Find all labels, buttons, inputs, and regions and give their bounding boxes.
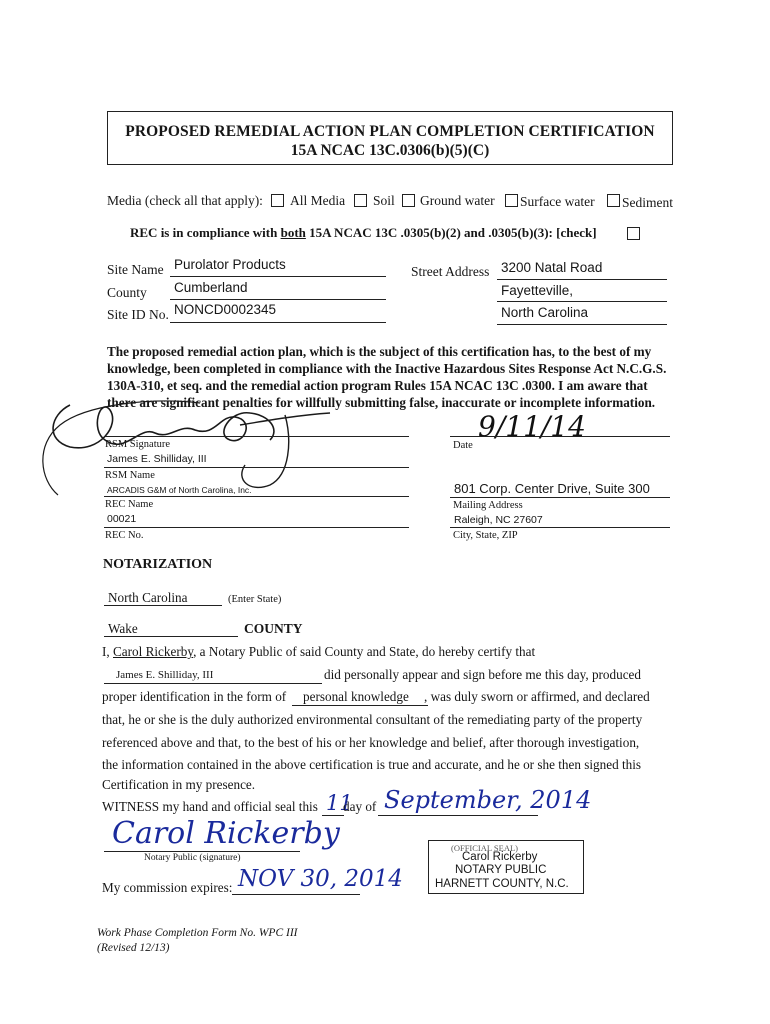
expires-line: [232, 894, 360, 895]
notary-line-6: the information contained in the above certification is true and accurate, and he or she then signed this: [102, 757, 642, 772]
rec-compliance-emph: both: [280, 225, 306, 240]
date-label: Date: [453, 440, 473, 451]
checkbox-all-media[interactable]: [271, 194, 284, 207]
checkbox-surface-water[interactable]: [505, 194, 518, 207]
notary-line-1: [102, 644, 535, 660]
rec-compliance-text: [130, 225, 597, 241]
media-option-surface-water: Surface water: [520, 194, 595, 209]
state-value[interactable]: North Carolina: [501, 305, 589, 320]
notary-seal: [428, 840, 584, 894]
notary-county-line: [104, 636, 238, 637]
media-option-ground-water: Ground water: [420, 193, 495, 208]
mailing-address-value[interactable]: 801 Corp. Center Drive, Suite 300: [454, 481, 650, 496]
site-id-value[interactable]: NONCD0002345: [174, 302, 277, 317]
rec-name-line: [104, 496, 409, 497]
seal-name: Carol Rickerby: [462, 851, 538, 863]
notary-line-3-suffix: , was duly sworn or affirmed, and declared: [424, 689, 650, 704]
witness-month-year[interactable]: September, 2014: [384, 786, 592, 814]
notary-line-1-suffix: , a Notary Public of said County and State, do hereby certify that: [193, 644, 536, 659]
notary-signature-line: [104, 851, 300, 852]
expires-value[interactable]: NOV 30, 2014: [238, 866, 403, 892]
rec-name-value[interactable]: ARCADIS G&M of North Carolina, Inc.: [107, 485, 252, 495]
notary-line-7: Certification in my presence.: [102, 777, 256, 792]
notary-state-label: (Enter State): [228, 594, 282, 605]
statement-line-4: there are significant penalties for willfully submitting false, inaccurate or incomplete information.: [107, 395, 656, 410]
mailing-address-line: [450, 497, 670, 498]
notary-line-2-suffix: did personally appear and sign before me this day, produced: [324, 667, 642, 682]
rsm-signature-label: RSM Signature: [105, 439, 171, 450]
witness-prefix: WITNESS my hand and official seal this: [102, 799, 318, 814]
form-title: PROPOSED REMEDIAL ACTION PLAN COMPLETION CERTIFICATION: [125, 123, 655, 140]
rec-no-value[interactable]: 00021: [107, 513, 137, 525]
notary-line-4: that, he or she is the duly authorized environmental consultant of the remediating party of the property: [102, 712, 643, 727]
checkbox-sediment[interactable]: [607, 194, 620, 207]
notary-id-form[interactable]: personal knowledge: [303, 689, 409, 704]
seal-county: HARNETT COUNTY, N.C.: [435, 878, 569, 890]
city-line: [497, 301, 667, 302]
witness-day[interactable]: 11: [326, 791, 353, 815]
rsm-name-value[interactable]: James E. Shilliday, III: [107, 453, 207, 465]
rec-name-label: REC Name: [105, 499, 154, 510]
checkbox-soil[interactable]: [354, 194, 367, 207]
notarization-heading: NOTARIZATION: [103, 557, 213, 572]
mailing-address-label: Mailing Address: [453, 500, 523, 511]
street-line: [497, 279, 667, 280]
site-name-line: [170, 276, 386, 277]
expires-label: My commission expires:: [102, 880, 233, 895]
checkbox-ground-water[interactable]: [402, 194, 415, 207]
media-option-all: All Media: [290, 193, 346, 208]
date-line: [450, 436, 670, 437]
statement-line-3: 130A-310, et seq. and the remedial action program Rules 15A NCAC 13C .0300. I am aware that: [107, 378, 648, 393]
media-option-sediment: Sediment: [622, 195, 673, 210]
site-name-label: Site Name: [107, 262, 164, 277]
notary-person-value[interactable]: James E. Shilliday, III: [116, 669, 214, 681]
county-line: [170, 299, 386, 300]
rec-no-line: [104, 527, 409, 528]
site-name-value[interactable]: Purolator Products: [174, 257, 286, 272]
notary-name[interactable]: Carol Rickerby: [113, 644, 194, 659]
title-box: [107, 111, 673, 165]
city-state-zip-label: City, State, ZIP: [453, 530, 518, 541]
media-label: Media (check all that apply):: [107, 193, 263, 208]
city-value[interactable]: Fayetteville,: [501, 283, 574, 298]
street-address-label: Street Address: [411, 264, 490, 279]
notary-id-form-line: [292, 705, 428, 706]
seal-label: (OFFICIAL SEAL): [451, 843, 518, 853]
notary-county-value[interactable]: Wake: [108, 621, 138, 636]
county-value[interactable]: Cumberland: [174, 280, 248, 295]
notary-signature[interactable]: Carol Rickerby: [112, 816, 340, 851]
street-address-value[interactable]: 3200 Natal Road: [501, 260, 603, 275]
county-label: County: [107, 285, 147, 300]
checkbox-rec-compliance[interactable]: [627, 227, 640, 240]
statement-line-2: knowledge, been completed in compliance with the Inactive Hazardous Sites Response Act N.C.G.S.: [107, 361, 667, 376]
rsm-name-label: RSM Name: [105, 470, 155, 481]
city-state-zip-line: [450, 527, 670, 528]
rec-no-label: REC No.: [105, 530, 144, 541]
notary-line-3-prefix: proper identification in the form of: [102, 689, 287, 704]
notary-person-line: [104, 683, 322, 684]
state-line: [497, 324, 667, 325]
rsm-signature-scribble: [30, 385, 360, 500]
media-option-soil: Soil: [373, 193, 395, 208]
statement-line-1: The proposed remedial action plan, which is the subject of this certification has, to the best of my: [107, 344, 652, 359]
notary-signature-label: Notary Public (signature): [144, 853, 241, 863]
rec-compliance-prefix: REC is in compliance with: [130, 225, 281, 240]
notary-line-1-prefix: I,: [102, 644, 113, 659]
city-state-zip-value[interactable]: Raleigh, NC 27607: [454, 514, 543, 526]
notary-state-value[interactable]: North Carolina: [108, 590, 188, 605]
site-id-label: Site ID No.: [107, 307, 169, 322]
notary-state-line: [104, 605, 222, 606]
rsm-name-line: [104, 467, 409, 468]
site-id-line: [170, 322, 386, 323]
notary-county-label: COUNTY: [244, 621, 303, 636]
footer-revised: (Revised 12/13): [97, 942, 170, 954]
form-subtitle: 15A NCAC 13C.0306(b)(5)(C): [290, 142, 490, 159]
seal-title: NOTARY PUBLIC: [455, 864, 547, 876]
date-handwritten[interactable]: 9/11/14: [478, 410, 586, 443]
rec-compliance-suffix: 15A NCAC 13C .0305(b)(2) and .0305(b)(3): [check]: [305, 225, 597, 240]
rsm-signature-line: [104, 436, 409, 437]
footer-form-number: Work Phase Completion Form No. WPC III: [97, 927, 298, 939]
notary-line-5: referenced above and that, to the best of his or her knowledge and belief, after thorough investigation,: [102, 735, 640, 750]
witness-day-label: day of: [343, 799, 377, 814]
witness-month-year-line: [378, 815, 538, 816]
